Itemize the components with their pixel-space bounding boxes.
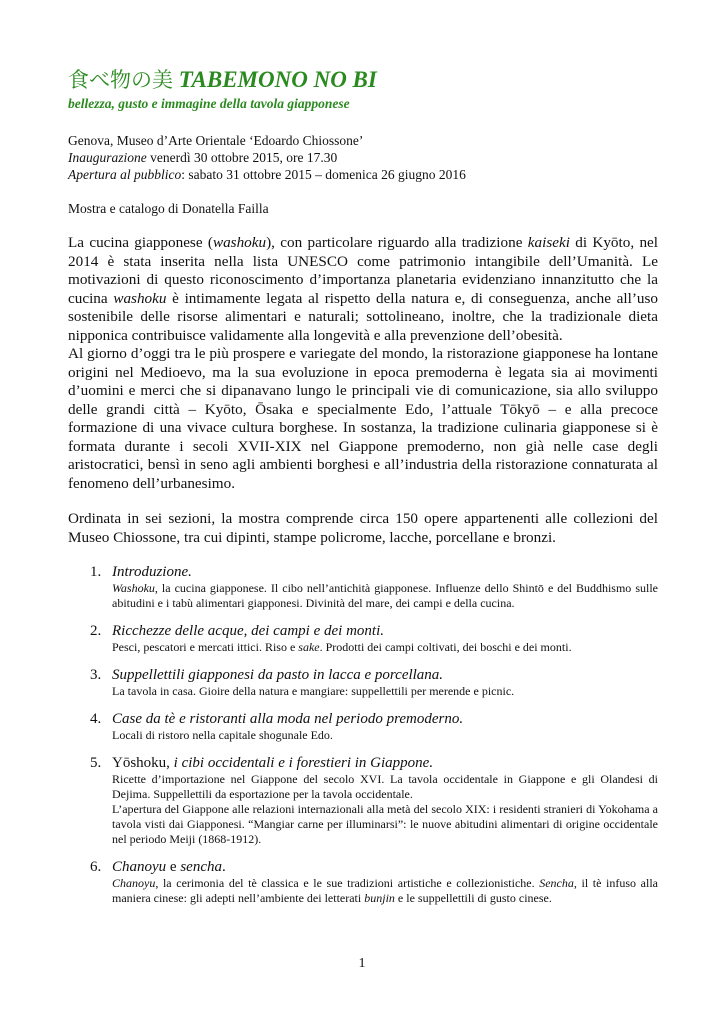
document-page	[68, 66, 658, 917]
exhibition-title	[68, 66, 658, 94]
text-run: Pesci, pescatori e mercati ittici. Riso e	[112, 640, 299, 654]
section-description: La tavola in casa. Gioire della natura e mangiare: suppellettili per merende e picnic.	[112, 684, 515, 698]
section-number: 3.	[90, 667, 102, 683]
sections-list	[68, 563, 658, 906]
intro-paragraph-1	[68, 234, 658, 345]
section-description	[112, 640, 658, 655]
section-title: Ricchezze delle acque, dei campi e dei monti.	[112, 623, 384, 639]
section-number: 6.	[90, 859, 102, 875]
section-description: Ricette d’importazione nel Giappone del secolo XVI. La tavola occidentale in Giappone e gli Olandesi di Dejima. Suppellettili da esportazione per la tavola occidentale.	[112, 772, 658, 801]
text-run: La cucina giapponese (	[68, 234, 213, 251]
section-item	[68, 666, 658, 699]
inauguration-date: venerdì 30 ottobre 2015, ore 17.30	[146, 150, 338, 165]
exhibition-info	[68, 132, 658, 183]
italic-term: Chanoyu	[112, 876, 156, 890]
section-title: Introduzione.	[112, 564, 192, 580]
text-run: di Kyōto, nel 2014 è stata inserita nella lista UNESCO come patrimonio intangibile dell’Umanità. Le motivazioni di questo riconoscimento d’importanza planetaria evidenziano innanzitutto che la cucina	[68, 234, 658, 307]
text-run: sencha	[180, 859, 222, 875]
section-item	[68, 754, 658, 847]
italic-term: washoku	[212, 234, 267, 251]
text-run: i cibi occidentali e i forestieri in Giappone.	[173, 755, 434, 771]
text-run: , la cerimonia del tè classica e le sue tradizioni artistiche e collezionistiche.	[155, 876, 540, 890]
italic-term: sake	[298, 640, 320, 654]
section-number: 4.	[90, 711, 102, 727]
text-run: .	[222, 859, 226, 875]
section-item	[68, 858, 658, 906]
section-description	[112, 581, 658, 611]
italic-term: bunjin	[364, 891, 395, 905]
text-run: e	[166, 859, 181, 875]
section-title	[112, 754, 658, 772]
section-description: L’apertura del Giappone alle relazioni internazionali alla metà del secolo XIX: i residenti stranieri di Yokohama a tavola visti dai Giapponesi. “Mangiar carne per illuminarsi”: le nuove abitudini alimentari di origine occidentale nel periodo Meiji (1868-1912).	[112, 802, 658, 846]
text-run: Chanoyu	[112, 859, 167, 875]
intro-paragraph-3: Ordinata in sei sezioni, la mostra comprende circa 150 opere appartenenti alle collezioni del Museo Chiossone, tra cui dipinti, stampe policrome, lacche, porcellane e bronzi.	[68, 510, 658, 546]
section-item	[68, 710, 658, 743]
text-run: . Prodotti dei campi coltivati, dei boschi e dei monti.	[319, 640, 572, 654]
section-item	[68, 563, 658, 611]
opening-label: Apertura al pubblico	[68, 167, 182, 182]
opening-date: : sabato 31 ottobre 2015 – domenica 26 giugno 2016	[181, 167, 466, 182]
section-number: 5.	[90, 755, 102, 771]
section-number: 1.	[90, 564, 102, 580]
section-title	[112, 858, 658, 876]
intro-paragraph-2: Al giorno d’oggi tra le più prospere e variegate del mondo, la ristorazione giapponese ha lontane origini nel Medioevo, ma la sua evoluzione in epoca premoderna è legata sia ai movimenti d’uomini e merci che si dipanavano lungo le principali vie di comunicazione, sia allo sviluppo delle grandi città – Kyōto, Ōsaka e specialmente Edo, l’attuale Tōkyō – e alla precoce formazione di una vivace cultura borghese. In sostanza, la tradizione culinaria giapponese si è formata durante i secoli XVII-XIX nel Giappone premoderno, non già nelle case degli aristocratici, bensì in seno agli ambienti borghesi e all’industria della ristorazione connaturata al fenomeno dell’urbanesimo.	[68, 345, 658, 492]
section-description: Locali di ristoro nella capitale shogunale Edo.	[112, 728, 333, 742]
exhibition-subtitle: bellezza, gusto e immagine della tavola giapponese	[68, 96, 350, 111]
italic-term: Sencha	[539, 876, 574, 890]
text-run: è intimamente legata al rispetto della natura e, di conseguenza, anche all’uso sostenibile delle risorse alimentari e naturali; sottolineano, inoltre, che la tradizionale dieta nipponica contribuisce validamente alla longevità e alla prevenzione dell’obesità.	[68, 289, 658, 344]
text-run: , la cucina giapponese. Il cibo nell’antichità giapponese. Influenze dello Shintō e del Buddhismo sulle abitudini e i tabù alimentari giapponesi. Divinità del mare, dei campi e della cucina.	[112, 581, 658, 610]
venue: Genova, Museo d’Arte Orientale ‘Edoardo Chiossone’	[68, 133, 364, 148]
text-run: Yōshoku,	[112, 755, 174, 771]
text-run: e le suppellettili di gusto cinese.	[394, 891, 552, 905]
text-run: , il tè infuso alla maniera cinese: gli adepti nell’ambiente dei letterati	[112, 876, 658, 905]
section-description	[112, 876, 658, 906]
curator-line: Mostra e catalogo di Donatella Failla	[68, 201, 269, 216]
italic-term: Washoku	[112, 581, 155, 595]
opening-line	[68, 166, 658, 183]
title-latin: TABEMONO NO BI	[178, 67, 377, 92]
section-title: Suppellettili giapponesi da pasto in lacca e porcellana.	[112, 667, 444, 683]
italic-term: kaiseki	[527, 234, 570, 251]
inauguration-line	[68, 149, 658, 166]
section-title: Case da tè e ristoranti alla moda nel periodo premoderno.	[112, 711, 464, 727]
section-number: 2.	[90, 623, 102, 639]
text-run: ), con particolare riguardo alla tradizione	[266, 234, 528, 251]
section-item	[68, 622, 658, 655]
title-japanese: 食べ物の美	[68, 68, 173, 92]
italic-term: washoku	[113, 289, 167, 307]
page-number: 1	[358, 956, 366, 971]
inauguration-label: Inaugurazione	[68, 150, 147, 165]
